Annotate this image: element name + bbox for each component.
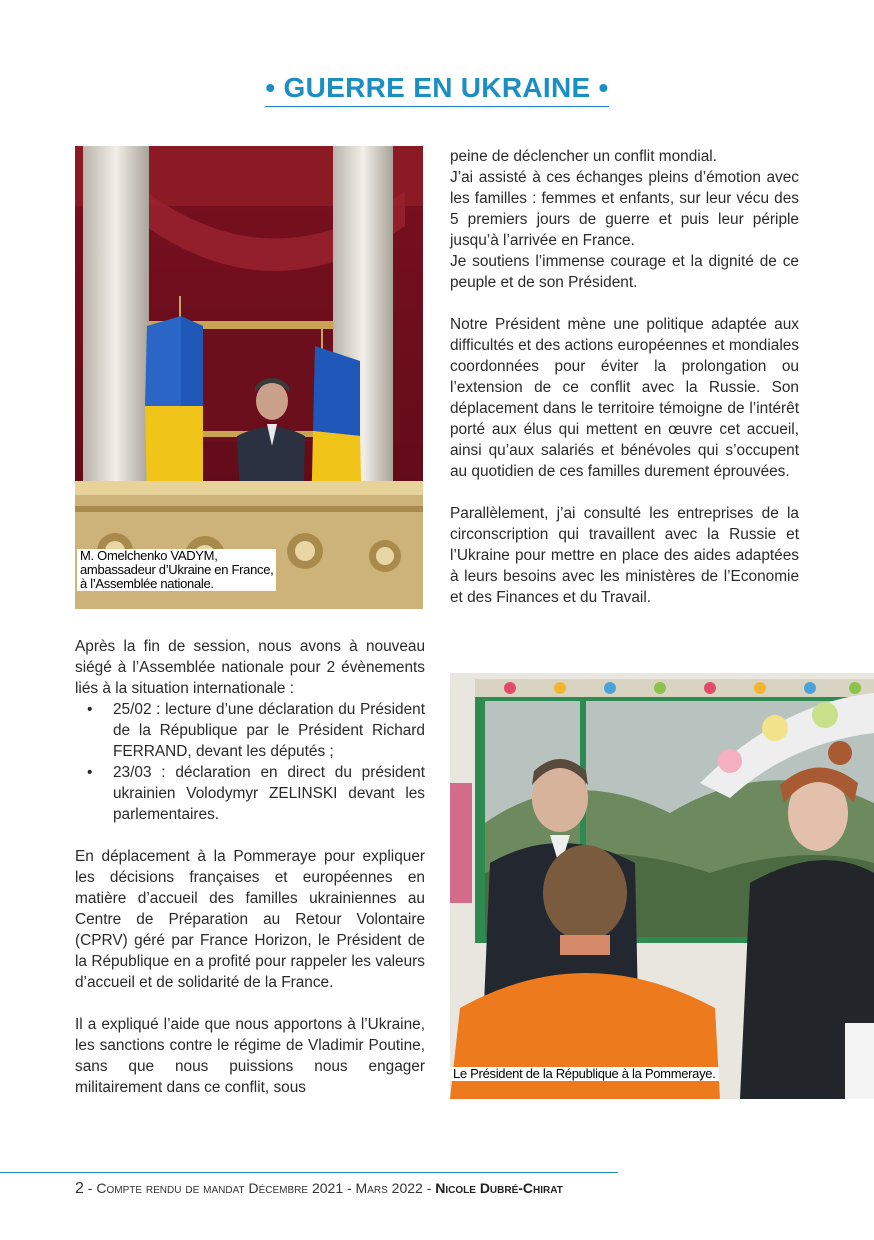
paragraph: Notre Président mène une politique adaptée aux difficultés et des actions européennes et mondiales coordonnées pour éviter la prolongation ou l’extension de ce conflit avec la Russie. Son déplacement dans le territoire témoigne de l’intérêt porté aux élus qui mettent en œuvre cet accueil, ainsi qu’aux salariés et bénévoles qui s’occupent au quotidien de ces familles durement éprouvées. <box>450 316 799 480</box>
paragraph: Parallèlement, j’ai consulté les entreprises de la circonscription qui travaillent avec la Russie et l’Ukraine pour mettre en place des aides adaptées à leurs besoins avec les ministères de l’Economie et des Finances et du Travail. <box>450 505 799 606</box>
caption-line: M. Omelchenko VADYM, <box>80 548 218 563</box>
paragraph-line: Je soutiens l’immense courage et la dignité de ce peuple et de son Président. <box>450 253 799 291</box>
footer-separator: - <box>422 1180 436 1196</box>
events-list <box>75 699 425 825</box>
footer-document-title: Compte rendu de mandat Décembre 2021 - Mars 2022 <box>96 1180 423 1196</box>
page-number: 2 <box>75 1180 84 1197</box>
paragraph: Il a expliqué l’aide que nous apportons à l’Ukraine, les sanctions contre le régime de Vladimir Poutine, sans que nous puissions nous engager militairement dans ce conflit, sous <box>75 1016 425 1096</box>
president-photo <box>450 673 874 1099</box>
footer-author: Nicole Dubré-Chirat <box>435 1180 563 1196</box>
assembly-scene-illustration <box>75 146 423 609</box>
caption-line: à l’Assemblée nationale. <box>80 576 214 591</box>
list-item: • 25/02 : lecture d’une déclaration du Président de la République par le Président Richard FERRAND, devant les députés ; <box>113 699 425 762</box>
page-footer <box>75 1180 563 1198</box>
footer-rule <box>0 1172 618 1173</box>
right-column-text <box>450 146 799 608</box>
ambassador-photo-caption <box>77 549 276 591</box>
left-column-text <box>75 636 425 1098</box>
paragraph: En déplacement à la Pommeraye pour expliquer les décisions françaises et européennes en matière d’accueil des familles ukrainiennes au Centre de Préparation au Retour Volontaire (CPRV) géré par France Horizon, le Président de la République en a profité pour rappeler les valeurs d’accueil et de solidarité de la France. <box>75 848 425 991</box>
title-text: • GUERRE EN UKRAINE • <box>265 72 608 107</box>
paragraph-line: J’ai assisté à ces échanges pleins d’émotion avec les familles : femmes et enfants, sur leur vécu des 5 premiers jours de guerre et puis leur périple jusqu’à l’arrivée en France. <box>450 169 799 249</box>
ambassador-photo <box>75 146 423 609</box>
classroom-scene-illustration <box>450 673 874 1099</box>
footer-separator: - <box>83 1180 97 1196</box>
list-item: • 23/03 : déclaration en direct du président ukrainien Volodymyr ZELINSKI devant les parlementaires. <box>113 762 425 825</box>
paragraph-line: peine de déclencher un conflit mondial. <box>450 148 717 165</box>
president-photo-caption: Le Président de la République à la Pommeraye. <box>450 1067 719 1081</box>
paragraph: Après la fin de session, nous avons à nouveau siégé à l’Assemblée nationale pour 2 évènements liés à la situation internationale : <box>75 638 425 697</box>
caption-line: ambassadeur d’Ukraine en France, <box>80 562 274 577</box>
page-title <box>0 72 874 107</box>
